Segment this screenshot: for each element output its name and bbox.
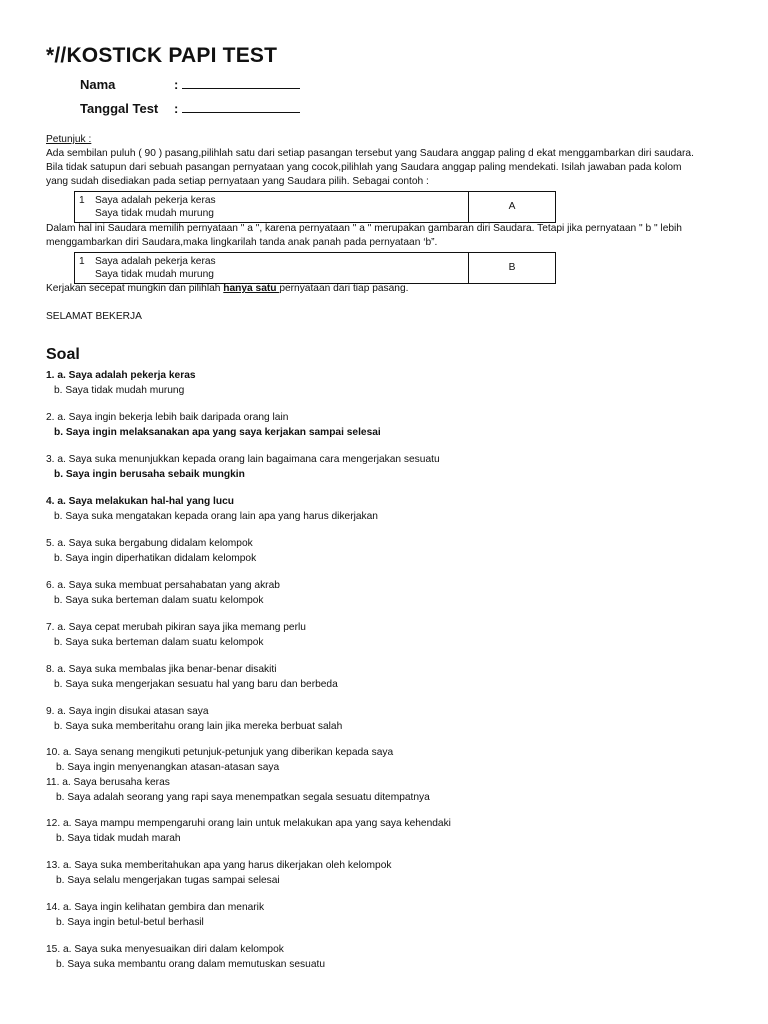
question-option-b: b. Saya ingin diperhatikan didalam kelompok xyxy=(54,553,257,564)
question-item xyxy=(46,816,736,846)
question-item xyxy=(46,662,736,692)
question-option-b: b. Saya ingin menyenangkan atasan-atasan saya xyxy=(56,762,280,773)
example-answer-cell: A xyxy=(468,192,555,222)
tanggal-test-label: Tanggal Test xyxy=(80,101,159,116)
question-option-b: b. Saya suka mengatakan kepada orang lain apa yang harus dikerjakan xyxy=(54,511,378,522)
question-option-b: b. Saya suka mengerjakan sesuatu hal yang baru dan berbeda xyxy=(54,679,338,690)
question-option-a: 6. a. Saya suka membuat persahabatan yang akrab xyxy=(46,580,280,591)
instructions-line: Bila tidak satupun dari sebuah pasangan pernyataan yang cocok,pilihlah yang Saudara anggap paling mendekati. Isilah jawaban pada kolom xyxy=(46,162,682,173)
instructions-final-line: Kerjakan secepat mungkin dan pilihlah hanya satu pernyataan dari tiap pasang. xyxy=(46,283,409,294)
tanggal-test-field xyxy=(80,101,300,116)
question-option-a: 2. a. Saya ingin bekerja lebih baik daripada orang lain xyxy=(46,412,289,423)
question-item xyxy=(46,858,736,888)
question-option-b: b. Saya ingin melaksanakan apa yang saya kerjakan sampai selesai xyxy=(54,427,381,438)
example-statement-a: Saya adalah pekerja keras xyxy=(95,195,216,206)
example-box-a xyxy=(74,191,556,223)
question-option-a: 5. a. Saya suka bergabung didalam kelompok xyxy=(46,538,253,549)
question-item xyxy=(46,704,736,734)
question-item xyxy=(46,578,736,608)
question-item xyxy=(46,536,736,566)
question-option-a: 4. a. Saya melakukan hal-hal yang lucu xyxy=(46,496,234,507)
question-option-a: 14. a. Saya ingin kelihatan gembira dan menarik xyxy=(46,902,265,913)
question-option-a: 10. a. Saya senang mengikuti petunjuk-petunjuk yang diberikan kepada saya xyxy=(46,747,394,758)
instructions-line: Dalam hal ini Saudara memilih pernyataan " a ", karena pernyataan " a " merupakan gambaran diri Saudara. Tetapi jika pernyataan " b " lebih xyxy=(46,223,682,234)
question-item xyxy=(46,900,736,930)
question-item xyxy=(46,410,736,440)
question-option-b: b. Saya ingin betul-betul berhasil xyxy=(56,917,204,928)
question-option-b: b. Saya suka berteman dalam suatu kelompok xyxy=(54,637,264,648)
question-option-b: b. Saya suka memberitahu orang lain jika mereka berbuat salah xyxy=(54,721,343,732)
example-statement-b: Saya tidak mudah murung xyxy=(95,208,214,219)
emphasis-hanya-satu: hanya satu xyxy=(223,283,280,294)
question-option-a: 1. a. Saya adalah pekerja keras xyxy=(46,370,196,381)
tanggal-test-separator: : xyxy=(174,101,179,116)
closing-text: SELAMAT BEKERJA xyxy=(46,311,142,322)
nama-separator: : xyxy=(174,77,179,92)
question-option-b: b. Saya suka membantu orang dalam memutuskan sesuatu xyxy=(56,959,325,970)
nama-label: Nama xyxy=(80,77,116,92)
soal-heading: Soal xyxy=(46,346,80,363)
question-option-b: b. Saya tidak mudah marah xyxy=(56,833,181,844)
instructions-line: Ada sembilan puluh ( 90 ) pasang,pilihlah satu dari setiap pasangan tersebut yang Saudara anggap paling d ekat menggambarkan diri saudara. xyxy=(46,148,694,159)
question-item xyxy=(46,745,736,775)
question-item xyxy=(46,494,736,524)
instructions-line: menggambarkan diri Saudara,maka lingkarilah tanda anak panah pada pernyataan ‘b”. xyxy=(46,237,438,248)
question-option-a: 8. a. Saya suka membalas jika benar-benar disakiti xyxy=(46,664,277,675)
example-statement-b: Saya tidak mudah murung xyxy=(95,269,214,280)
question-option-b: b. Saya adalah seorang yang rapi saya menempatkan segala sesuatu ditempatnya xyxy=(56,792,430,803)
question-option-b: b. Saya selalu mengerjakan tugas sampai selesai xyxy=(56,875,280,886)
question-item xyxy=(46,368,736,398)
question-option-b: b. Saya tidak mudah murung xyxy=(54,385,185,396)
nama-field xyxy=(80,77,300,92)
example-box-b xyxy=(74,252,556,284)
question-option-b: b. Saya suka berteman dalam suatu kelompok xyxy=(54,595,264,606)
question-option-b: b. Saya ingin berusaha sebaik mungkin xyxy=(54,469,245,480)
instructions-heading: Petunjuk : xyxy=(46,134,92,145)
example-number: 1 xyxy=(79,195,85,206)
question-option-a: 9. a. Saya ingin disukai atasan saya xyxy=(46,706,209,717)
example-statement-a: Saya adalah pekerja keras xyxy=(95,256,216,267)
question-option-a: 15. a. Saya suka menyesuaikan diri dalam kelompok xyxy=(46,944,284,955)
example-answer-cell: B xyxy=(468,253,555,283)
question-item xyxy=(46,620,736,650)
page-title: *//KOSTICK PAPI TEST xyxy=(46,44,278,67)
question-option-a: 11. a. Saya berusaha keras xyxy=(46,777,170,788)
nama-blank-line xyxy=(182,77,300,89)
question-option-a: 3. a. Saya suka menunjukkan kepada orang lain bagaimana cara mengerjakan sesuatu xyxy=(46,454,440,465)
question-option-a: 7. a. Saya cepat merubah pikiran saya jika memang perlu xyxy=(46,622,306,633)
question-item xyxy=(46,942,736,972)
instructions-line: yang sudah disediakan pada setiap pernyataan yang Saudara pilih. Sebagai contoh : xyxy=(46,176,429,187)
question-option-a: 13. a. Saya suka memberitahukan apa yang harus dikerjakan oleh kelompok xyxy=(46,860,392,871)
question-item xyxy=(46,452,736,482)
example-number: 1 xyxy=(79,256,85,267)
question-option-a: 12. a. Saya mampu mempengaruhi orang lain untuk melakukan apa yang saya kehendaki xyxy=(46,818,451,829)
question-item xyxy=(46,775,736,805)
tanggal-test-blank-line xyxy=(182,101,300,113)
